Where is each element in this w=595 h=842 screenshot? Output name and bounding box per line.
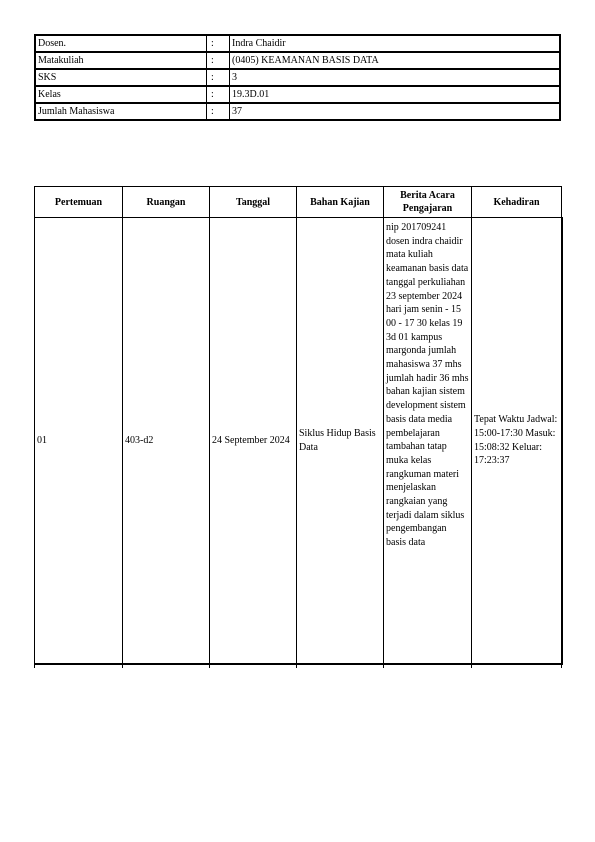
cell-bahan-kajian: Siklus Hidup Basis Data	[297, 218, 384, 665]
header-berita-acara: Berita Acara Pengajaran	[384, 187, 472, 218]
spacer-cell	[123, 664, 210, 668]
spacer-cell	[472, 664, 562, 668]
info-separator: :	[207, 35, 230, 52]
info-row-matakuliah	[35, 52, 560, 69]
cell-kehadiran: Tepat Waktu Jadwal: 15:00-17:30 Masuk: 15:08:32 Keluar: 17:23:37	[472, 218, 562, 665]
info-label: Kelas	[35, 86, 207, 103]
header-kehadiran: Kehadiran	[472, 187, 562, 218]
cell-ruangan: 403-d2	[123, 218, 210, 665]
spacer-cell	[384, 664, 472, 668]
info-separator: :	[207, 103, 230, 120]
spacer-cell	[210, 664, 297, 668]
info-value: (0405) KEAMANAN BASIS DATA	[230, 52, 561, 69]
info-label: SKS	[35, 69, 207, 86]
info-separator: :	[207, 52, 230, 69]
cell-pertemuan: 01	[35, 218, 123, 665]
header-tanggal: Tanggal	[210, 187, 297, 218]
info-value: 3	[230, 69, 561, 86]
info-value: 19.3D.01	[230, 86, 561, 103]
info-separator: :	[207, 86, 230, 103]
cell-tanggal: 24 September 2024	[210, 218, 297, 665]
table-footer-spacer	[35, 664, 562, 668]
info-label: Dosen.	[35, 35, 207, 52]
course-info-table	[34, 34, 561, 121]
info-row-jumlah-mahasiswa	[35, 103, 560, 120]
info-separator: :	[207, 69, 230, 86]
spacer-cell	[297, 664, 384, 668]
cell-berita-acara: nip 201709241 dosen indra chaidir mata kuliah keamanan basis data tanggal perkuliahan 23 september 2024 hari jam senin - 15 00 - 17 30 kelas 19 3d 01 kampus margonda jumlah mahasiswa 37 mhs jumlah hadir 36 mhs bahan kajian sistem development sistem basis data media pembelajaran tambahan tatap muka kelas rangkuman materi menjelaskan rangkaian yang terjadi dalam siklus pengembangan basis data	[384, 218, 472, 665]
info-label: Jumlah Mahasiswa	[35, 103, 207, 120]
info-row-sks	[35, 69, 560, 86]
table-header-row	[35, 187, 562, 218]
table-row	[35, 218, 562, 665]
attendance-table	[34, 186, 563, 668]
info-value: 37	[230, 103, 561, 120]
info-value: Indra Chaidir	[230, 35, 561, 52]
header-ruangan: Ruangan	[123, 187, 210, 218]
info-row-dosen	[35, 35, 560, 52]
header-bahan-kajian: Bahan Kajian	[297, 187, 384, 218]
header-pertemuan: Pertemuan	[35, 187, 123, 218]
info-label: Matakuliah	[35, 52, 207, 69]
info-row-kelas	[35, 86, 560, 103]
spacer-cell	[35, 664, 123, 668]
